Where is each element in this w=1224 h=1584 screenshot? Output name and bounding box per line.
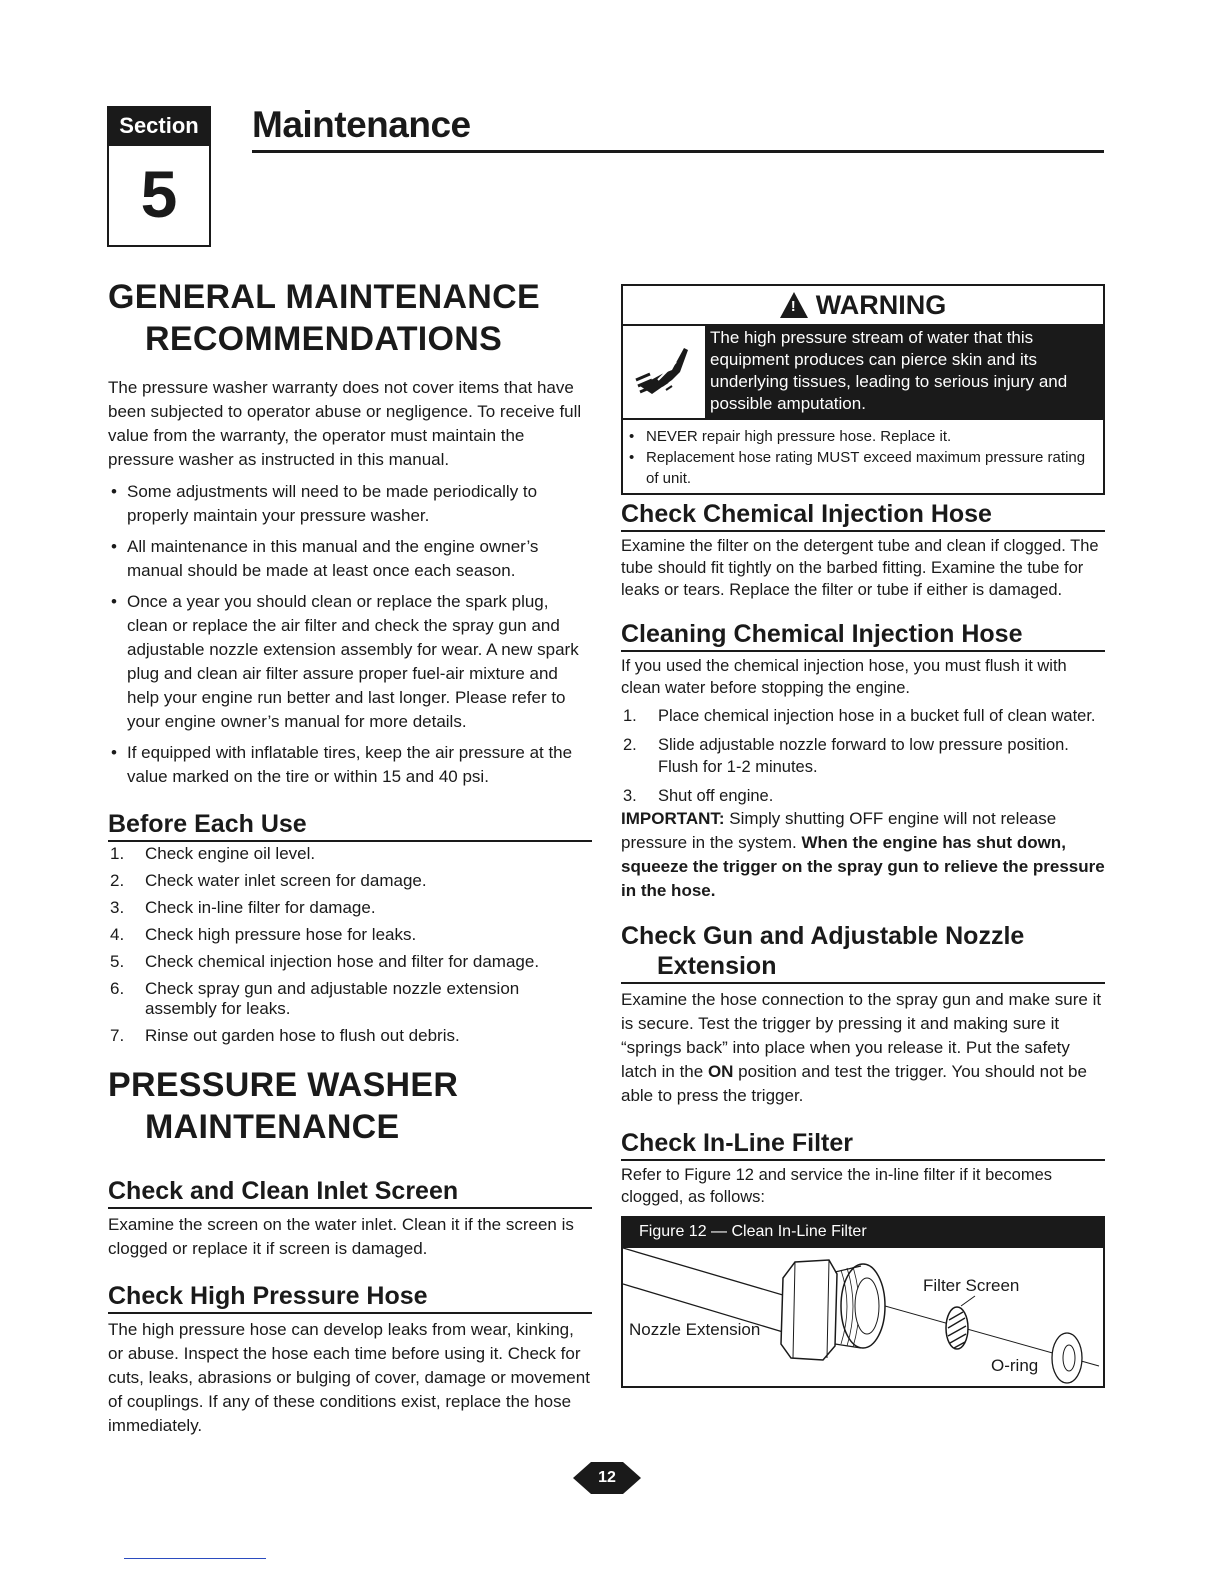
- warning-title: WARNING: [815, 289, 947, 320]
- injection-injury-icon: [623, 326, 705, 418]
- cleaning-chemical-intro: If you used the chemical injection hose, you must flush it with clean water before stopping the engine.: [621, 657, 1067, 697]
- bullet-item: • Some adjustments will need to be made periodically to properly maintain your pressure washer.: [108, 480, 592, 528]
- chemical-hose-heading: Check Chemical Injection Hose: [621, 499, 1105, 532]
- step-text: Check spray gun and adjustable nozzle extension assembly for leaks.: [145, 979, 520, 1018]
- step-number: 1.: [110, 844, 125, 863]
- list-item: [108, 925, 592, 945]
- section-badge: [107, 106, 211, 247]
- step-number: 2.: [623, 736, 637, 754]
- inlet-screen-heading: Check and Clean Inlet Screen: [108, 1176, 592, 1209]
- o-ring-label: O-ring: [991, 1356, 1039, 1375]
- step-number: 4.: [110, 925, 125, 944]
- bullet-item: • If equipped with inflatable tires, keep the air pressure at the value marked on the tire or within 15 and 40 psi.: [108, 741, 592, 789]
- section-number: 5: [140, 157, 178, 231]
- step-number: 2.: [110, 871, 125, 890]
- step-number: 6.: [110, 979, 125, 998]
- list-item: [108, 1026, 592, 1046]
- warning-header: [623, 286, 1103, 326]
- warning-list: [623, 420, 1103, 493]
- gun-nozzle-heading: [621, 921, 1105, 984]
- step-text: Check in-line filter for damage.: [145, 898, 376, 917]
- title-rule: [252, 150, 1104, 153]
- page-title: Maintenance: [252, 104, 471, 145]
- list-item: [108, 844, 592, 864]
- body-text: Examine the hose connection to the spray gun and make sure it is secure. Test the trigger by pressing it and making sure it “springs back” into place when you release it. Put the safety latch in the: [621, 990, 1102, 1081]
- left-column: [108, 276, 592, 1438]
- heading-line: Extension: [657, 952, 777, 980]
- warning-item: • Replacement hose rating MUST exceed maximum pressure rating of unit.: [627, 447, 1097, 489]
- page-number: 12: [598, 1469, 616, 1486]
- before-each-use-list: [108, 844, 592, 1046]
- important-bold-text: When the engine has shut down, squeeze the trigger on the spray gun to relieve the pressure in the hose.: [621, 833, 1105, 900]
- step-text: Shut off engine.: [658, 787, 774, 805]
- high-pressure-hose-body: The high pressure hose can develop leaks from wear, kinking, or abuse. Inspect the hose each time before using it. Check for cuts, leaks, abrasions or bulging of cover, damage or movement of couplings. If any of these conditions exist, replace the hose immediately.: [108, 1320, 590, 1435]
- high-pressure-hose-heading: Check High Pressure Hose: [108, 1281, 592, 1314]
- list-item: [621, 785, 1105, 807]
- step-text: Check engine oil level.: [145, 844, 316, 863]
- heading-line: PRESSURE WASHER: [108, 1066, 459, 1104]
- inlet-screen-body: Examine the screen on the water inlet. Clean it if the screen is clogged or replace it if screen is damaged.: [108, 1215, 574, 1258]
- bullet-item: • Once a year you should clean or replace the spark plug, clean or replace the air filter and check the spray gun and adjustable nozzle extension assembly for wear. A new spark plug and clean air filter assure proper fuel-air mixture and help your engine run better and last longer. Please refer to your engine owner’s manual for more details.: [108, 590, 592, 734]
- before-each-use-heading: Before Each Use: [108, 809, 592, 842]
- heading-line: MAINTENANCE: [145, 1108, 400, 1146]
- heading-line: Check Gun and Adjustable Nozzle: [621, 922, 1025, 950]
- inline-filter-body: Refer to Figure 12 and service the in-line filter if it becomes clogged, as follows:: [621, 1166, 1053, 1206]
- step-text: Check water inlet screen for damage.: [145, 871, 427, 890]
- section-label: Section: [109, 108, 209, 146]
- right-column: [621, 284, 1105, 1388]
- figure-illustration: [623, 1248, 1103, 1386]
- step-number: 3.: [110, 898, 125, 917]
- body-text: position and test the trigger. You should not be able to press the trigger.: [621, 1062, 1087, 1105]
- list-item: [108, 952, 592, 972]
- warning-item: • NEVER repair high pressure hose. Replace it.: [627, 426, 1097, 447]
- list-item: [621, 734, 1105, 778]
- cleaning-chemical-heading: Cleaning Chemical Injection Hose: [621, 619, 1105, 652]
- figure-12: [621, 1216, 1105, 1388]
- list-item: [108, 979, 592, 1019]
- general-maintenance-heading: [108, 276, 592, 360]
- footer-rule: [124, 1558, 266, 1559]
- general-bullets: [108, 480, 592, 789]
- warning-text: The high pressure stream of water that this equipment produces can pierce skin and its underlying tissues, leading to serious injury and possible amputation.: [705, 326, 1103, 418]
- list-item: [108, 898, 592, 918]
- inline-filter-heading: Check In-Line Filter: [621, 1128, 1105, 1161]
- step-text: Check chemical injection hose and filter for damage.: [145, 952, 540, 971]
- heading-line: RECOMMENDATIONS: [145, 320, 503, 358]
- step-text: Place chemical injection hose in a bucket full of clean water.: [658, 707, 1096, 725]
- important-text: Simply shutting OFF engine will not release pressure in the system.: [621, 809, 1057, 852]
- warning-box: [621, 284, 1105, 495]
- filter-screen-label: Filter Screen: [923, 1276, 1020, 1295]
- nozzle-extension-label: Nozzle Extension: [629, 1320, 761, 1339]
- step-number: 3.: [623, 787, 637, 805]
- figure-title: Figure 12 — Clean In-Line Filter: [623, 1218, 1103, 1248]
- warning-body: [623, 326, 1103, 420]
- step-number: 7.: [110, 1026, 125, 1045]
- step-number: 1.: [623, 707, 637, 725]
- step-text: Check high pressure hose for leaks.: [145, 925, 417, 944]
- important-note: [621, 807, 1105, 903]
- list-item: [621, 705, 1105, 727]
- gun-nozzle-body: [621, 988, 1105, 1108]
- heading-line: GENERAL MAINTENANCE: [108, 278, 540, 316]
- chemical-hose-body: Examine the filter on the detergent tube and clean if clogged. The tube should fit tightly on the barbed fitting. Examine the tube for leaks or tears. Replace the filter or tube if either is damaged.: [621, 537, 1099, 599]
- cleaning-chemical-steps: [621, 705, 1105, 807]
- body-bold: ON: [707, 1062, 734, 1081]
- bullet-item: • All maintenance in this manual and the engine owner’s manual should be made at least once each season.: [108, 535, 592, 583]
- warning-triangle-icon: [780, 292, 808, 318]
- page-number-badge: [573, 1460, 641, 1496]
- step-number: 5.: [110, 952, 125, 971]
- pressure-washer-maintenance-heading: [108, 1064, 592, 1148]
- step-text: Slide adjustable nozzle forward to low pressure position. Flush for 1-2 minutes.: [658, 736, 1069, 776]
- list-item: [108, 871, 592, 891]
- warning-symbol: !: [790, 298, 796, 315]
- step-text: Rinse out garden hose to flush out debris.: [145, 1026, 460, 1045]
- general-intro: The pressure washer warranty does not cover items that have been subjected to operator abuse or negligence. To receive full value from the warranty, the operator must maintain the pressure washer as instructed in this manual.: [108, 378, 582, 469]
- important-label: IMPORTANT:: [621, 809, 725, 828]
